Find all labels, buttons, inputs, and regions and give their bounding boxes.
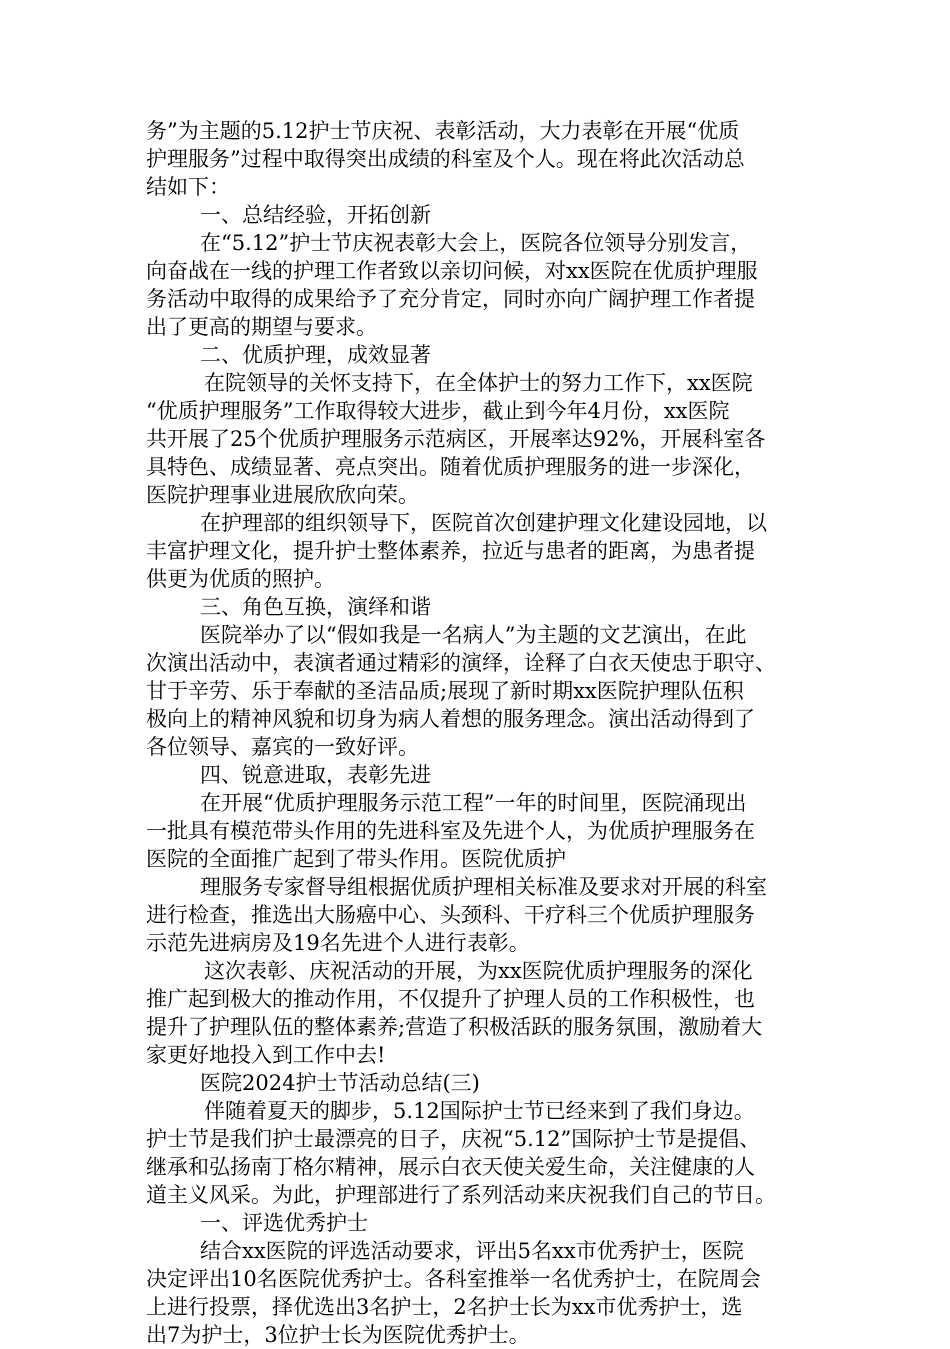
text-line: 在院领导的关怀支持下，在全体护士的努力工作下，xx医院 — [204, 371, 753, 395]
text-line: 具特色、成绩显著、亮点突出。随着优质护理服务的进一步深化， — [146, 455, 755, 479]
text-line: 在护理部的组织领导下，医院首次创建护理文化建设园地，以 — [200, 511, 767, 535]
text-line: 一批具有模范带头作用的先进科室及先进个人，为优质护理服务在 — [146, 819, 755, 843]
text-line: 二、优质护理，成效显著 — [200, 343, 431, 367]
text-line: 继承和弘扬南丁格尔精神，展示白衣天使关爱生命，关注健康的人 — [146, 1155, 755, 1179]
text-line: 上进行投票，择优选出3名护士，2名护士长为xx市优秀护士，选 — [146, 1295, 743, 1319]
text-line: 务”为主题的5.12护士节庆祝、表彰活动，大力表彰在开展“优质 — [146, 119, 740, 143]
text-line: 在“5.12”护士节庆祝表彰大会上，医院各位领导分别发言， — [200, 231, 752, 255]
text-line: 出了更高的期望与要求。 — [146, 315, 377, 339]
text-line: 各位领导、嘉宾的一致好评。 — [146, 735, 419, 759]
text-line: 护士节是我们护士最漂亮的日子，庆祝“5.12”国际护士节是提倡、 — [146, 1127, 761, 1151]
text-line: 道主义风采。为此，护理部进行了系列活动来庆祝我们自己的节日。 — [146, 1183, 776, 1207]
text-line: “优质护理服务”工作取得较大进步，截止到今年4月份，xx医院 — [146, 399, 730, 423]
text-line: 供更为优质的照护。 — [146, 567, 335, 591]
text-line: 甘于辛劳、乐于奉献的圣洁品质;展现了新时期xx医院护理队伍积 — [146, 679, 744, 703]
text-line: 提升了护理队伍的整体素养;营造了积极活跃的服务氛围，激励着大 — [146, 1015, 763, 1039]
text-line: 伴随着夏天的脚步，5.12国际护士节已经来到了我们身边。 — [204, 1099, 755, 1123]
text-line: 极向上的精神风貌和切身为病人着想的服务理念。演出活动得到了 — [146, 707, 755, 731]
text-line: 医院举办了以“假如我是一名病人”为主题的文艺演出，在此 — [200, 623, 747, 647]
document-body — [146, 117, 806, 1349]
text-line: 四、锐意进取，表彰先进 — [200, 763, 431, 787]
text-line: 示范先进病房及19名先进个人进行表彰。 — [146, 931, 530, 955]
text-line: 次演出活动中，表演者通过精彩的演绎，诠释了白衣天使忠于职守、 — [146, 651, 776, 675]
text-line: 丰富护理文化，提升护士整体素养，拉近与患者的距离，为患者提 — [146, 539, 755, 563]
text-line: 结合xx医院的评选活动要求，评出5名xx市优秀护士，医院 — [200, 1239, 744, 1263]
text-line: 这次表彰、庆祝活动的开展，为xx医院优质护理服务的深化 — [204, 959, 753, 983]
text-line: 出7为护士，3位护士长为医院优秀护士。 — [146, 1323, 530, 1347]
text-line: 一、总结经验，开拓创新 — [200, 203, 431, 227]
text-line: 医院的全面推广起到了带头作用。医院优质护 — [146, 847, 566, 871]
text-line: 在开展“优质护理服务示范工程”一年的时间里，医院涌现出 — [200, 791, 747, 815]
text-line: 决定评出10名医院优秀护士。各科室推举一名优秀护士，在院周会 — [146, 1267, 761, 1291]
text-line: 理服务专家督导组根据优质护理相关标准及要求对开展的科室 — [200, 875, 767, 899]
text-line: 医院2024护士节活动总结(三) — [200, 1071, 480, 1095]
text-line: 护理服务”过程中取得突出成绩的科室及个人。现在将此次活动总 — [146, 147, 745, 171]
text-line: 向奋战在一线的护理工作者致以亲切问候，对xx医院在优质护理服 — [146, 259, 758, 283]
text-line: 务活动中取得的成果给予了充分肯定，同时亦向广阔护理工作者提 — [146, 287, 755, 311]
text-line: 进行检查，推选出大肠癌中心、头颈科、干疗科三个优质护理服务 — [146, 903, 755, 927]
text-line: 共开展了25个优质护理服务示范病区，开展率达92%，开展科室各 — [146, 427, 766, 451]
text-line: 家更好地投入到工作中去! — [146, 1043, 386, 1067]
text-line: 推广起到极大的推动作用，不仅提升了护理人员的工作积极性，也 — [146, 987, 755, 1011]
text-line: 一、评选优秀护士 — [200, 1211, 368, 1235]
text-line: 医院护理事业进展欣欣向荣。 — [146, 483, 419, 507]
text-line: 三、角色互换，演绎和谐 — [200, 595, 431, 619]
text-line: 结如下： — [146, 175, 230, 199]
